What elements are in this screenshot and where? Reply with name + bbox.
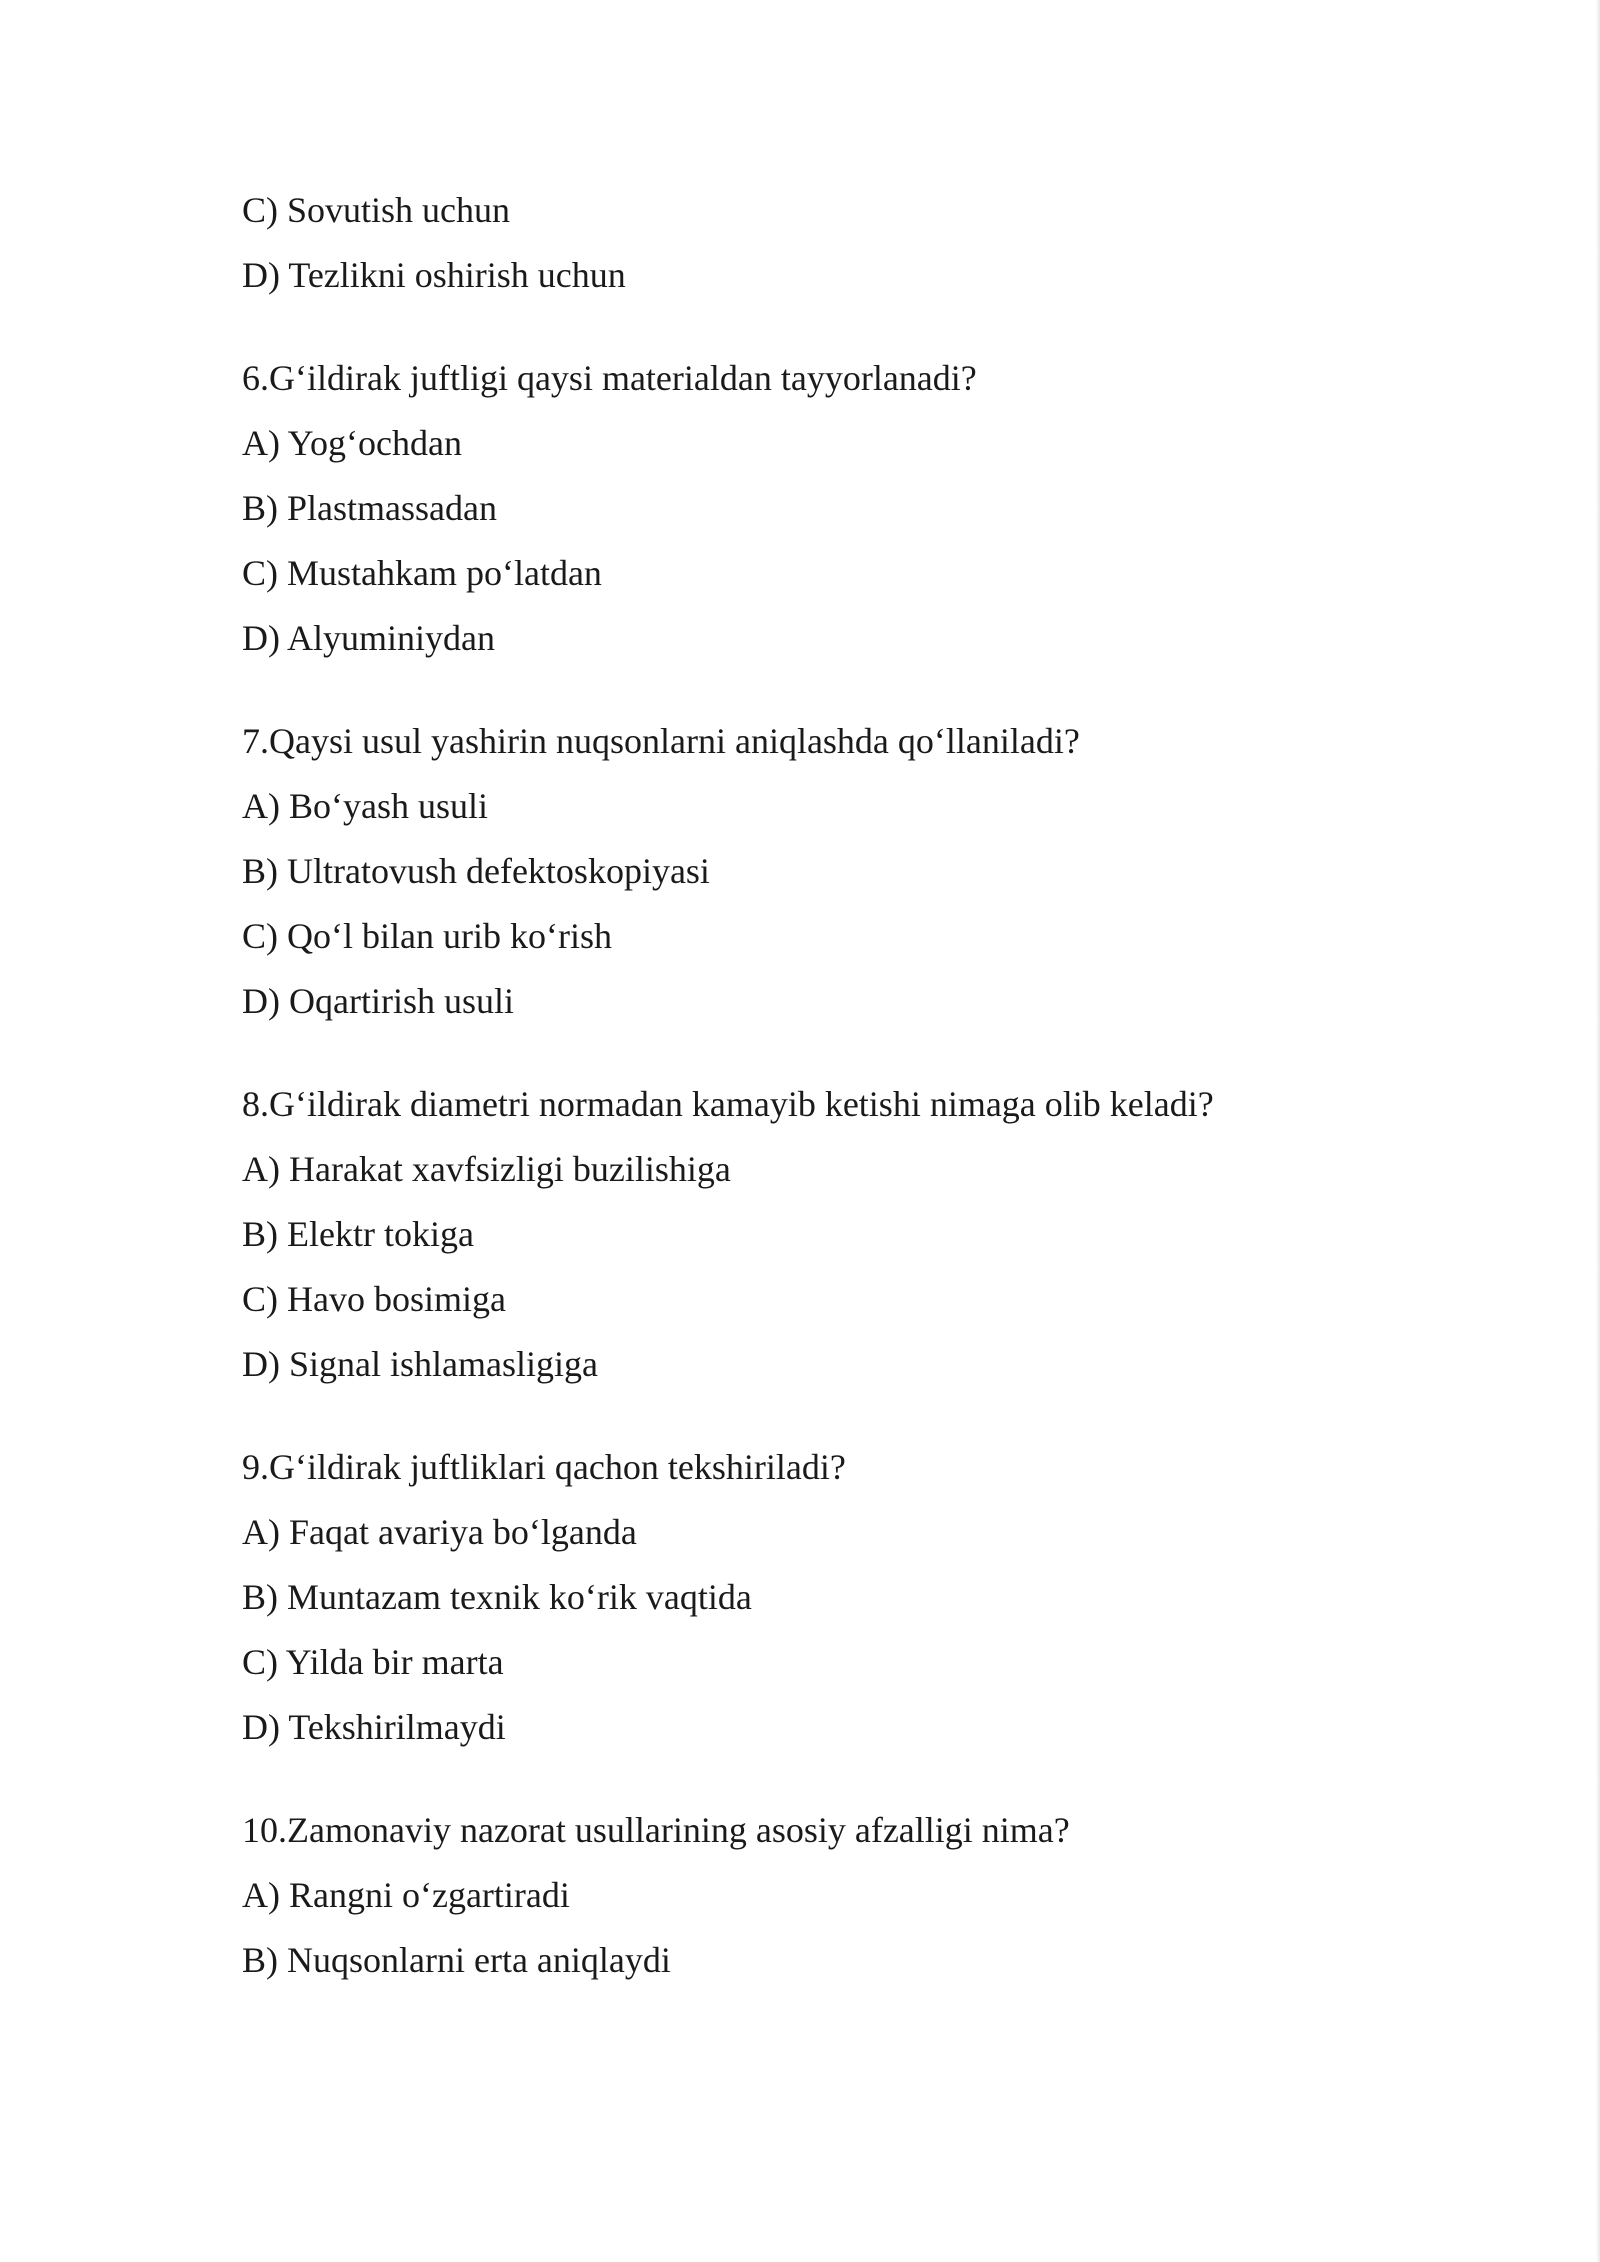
question-text: 10.Zamonaviy nazorat usullarining asosiy afzalligi nima? — [242, 1810, 1070, 1850]
answer-option: B) Plastmassadan — [242, 488, 497, 528]
answer-option: B) Muntazam texnik ko‘rik vaqtida — [242, 1577, 752, 1617]
continued-question-block — [242, 188, 1442, 318]
question-block-8 — [242, 1082, 1442, 1407]
answer-option: C) Sovutish uchun — [242, 190, 511, 230]
answer-option: C) Mustahkam po‘latdan — [242, 553, 602, 593]
answer-option: A) Harakat xavfsizligi buzilishiga — [242, 1149, 731, 1189]
answer-option: C) Yilda bir marta — [242, 1642, 504, 1682]
answer-option: B) Nuqsonlarni erta aniqlaydi — [242, 1940, 671, 1980]
answer-option: A) Bo‘yash usuli — [242, 786, 488, 826]
question-block-6 — [242, 356, 1442, 681]
answer-option: C) Qo‘l bilan urib ko‘rish — [242, 916, 612, 956]
question-block-7 — [242, 719, 1442, 1044]
answer-option: D) Alyuminiydan — [242, 618, 495, 658]
answer-option: A) Faqat avariya bo‘lganda — [242, 1512, 637, 1552]
answer-option: A) Yog‘ochdan — [242, 423, 462, 463]
answer-option: B) Elektr tokiga — [242, 1214, 474, 1254]
question-block-9 — [242, 1445, 1442, 1770]
document-content — [242, 188, 1442, 2003]
question-text: 9.G‘ildirak juftliklari qachon tekshiriladi? — [242, 1447, 846, 1487]
question-text: 7.Qaysi usul yashirin nuqsonlarni aniqlashda qo‘llaniladi? — [242, 721, 1080, 761]
answer-option: B) Ultratovush defektoskopiyasi — [242, 851, 710, 891]
question-text: 6.G‘ildirak juftligi qaysi materialdan tayyorlanadi? — [242, 358, 977, 398]
answer-option: C) Havo bosimiga — [242, 1279, 506, 1319]
question-text: 8.G‘ildirak diametri normadan kamayib ketishi nimaga olib keladi? — [242, 1084, 1214, 1124]
answer-option: D) Tezlikni oshirish uchun — [242, 255, 626, 295]
answer-option: D) Oqartirish usuli — [242, 981, 514, 1021]
answer-option: D) Tekshirilmaydi — [242, 1707, 506, 1747]
answer-option: D) Signal ishlamasligiga — [242, 1344, 598, 1384]
page-edge-shadow — [1596, 0, 1600, 2262]
answer-option: A) Rangni o‘zgartiradi — [242, 1875, 570, 1915]
question-block-10 — [242, 1808, 1442, 2003]
